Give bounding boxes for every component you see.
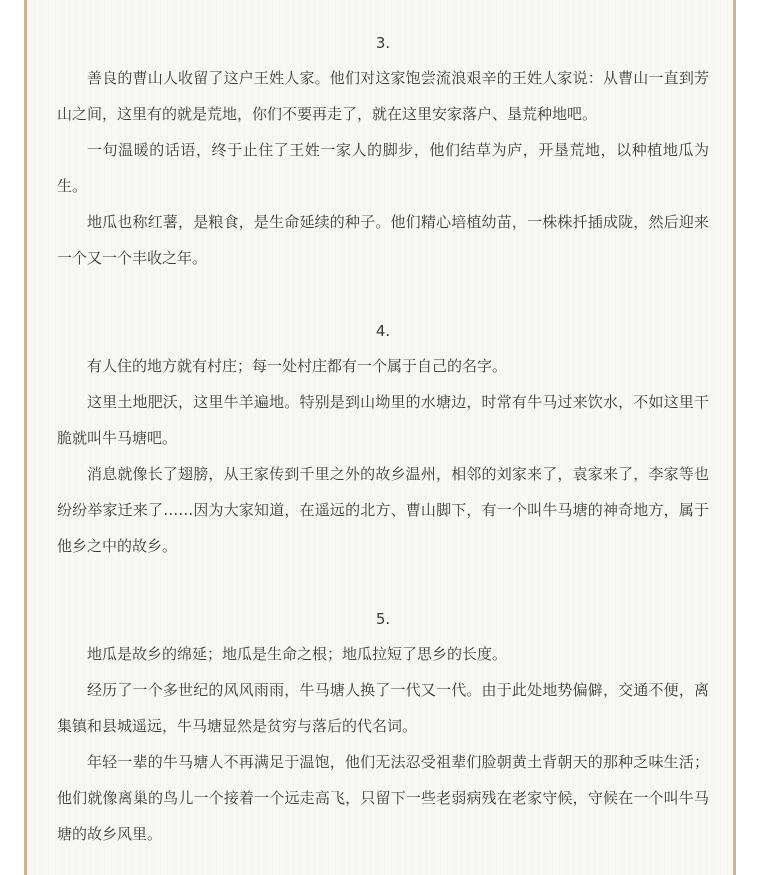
paragraph: 消息就像长了翅膀，从王家传到千里之外的故乡温州，相邻的刘家来了，袁家来了，李家等也纷纷举家迁来了……因为大家知道，在遥远的北方、曹山脚下，有一个叫牛马塘的神奇地方，属于他乡之中的故乡。 xyxy=(57,465,709,555)
paragraph: 这里土地肥沃，这里牛羊遍地。特别是到山坳里的水塘边，时常有牛马过来饮水，不如这里干脆就叫牛马塘吧。 xyxy=(57,393,709,447)
paragraph: 地瓜是故乡的绵延；地瓜是生命之根；地瓜拉短了思乡的长度。 xyxy=(87,645,508,663)
section-number: 3. xyxy=(375,34,391,52)
paragraph: 有人住的地方就有村庄；每一处村庄都有一个属于自己的名字。 xyxy=(87,357,508,375)
paragraph: 一句温暖的话语，终于止住了王姓一家人的脚步，他们结草为庐，开垦荒地，以种植地瓜为生。 xyxy=(57,141,709,195)
section-number: 4. xyxy=(375,322,391,340)
section-number: 5. xyxy=(375,610,391,628)
paragraph: 善良的曹山人收留了这户王姓人家。他们对这家饱尝流浪艰辛的王姓人家说：从曹山一直到芳山之间，这里有的就是荒地，你们不要再走了，就在这里安家落户、垦荒种地吧。 xyxy=(57,69,709,123)
paragraph: 年轻一辈的牛马塘人不再满足于温饱，他们无法忍受祖辈们脸朝黄土背朝天的那种乏味生活；他们就像离巢的鸟儿一个接着一个远走高飞，只留下一些老弱病残在老家守候，守候在一个叫牛马塘的故乡风里。 xyxy=(57,753,709,843)
paragraph: 经历了一个多世纪的风风雨雨，牛马塘人换了一代又一代。由于此处地势偏僻，交通不便，离集镇和县城遥远，牛马塘显然是贫穷与落后的代名词。 xyxy=(57,681,709,735)
paragraph: 地瓜也称红薯，是粮食，是生命延续的种子。他们精心培植幼苗，一株株扦插成陇，然后迎来一个又一个丰收之年。 xyxy=(57,213,709,267)
page-frame xyxy=(24,0,736,875)
